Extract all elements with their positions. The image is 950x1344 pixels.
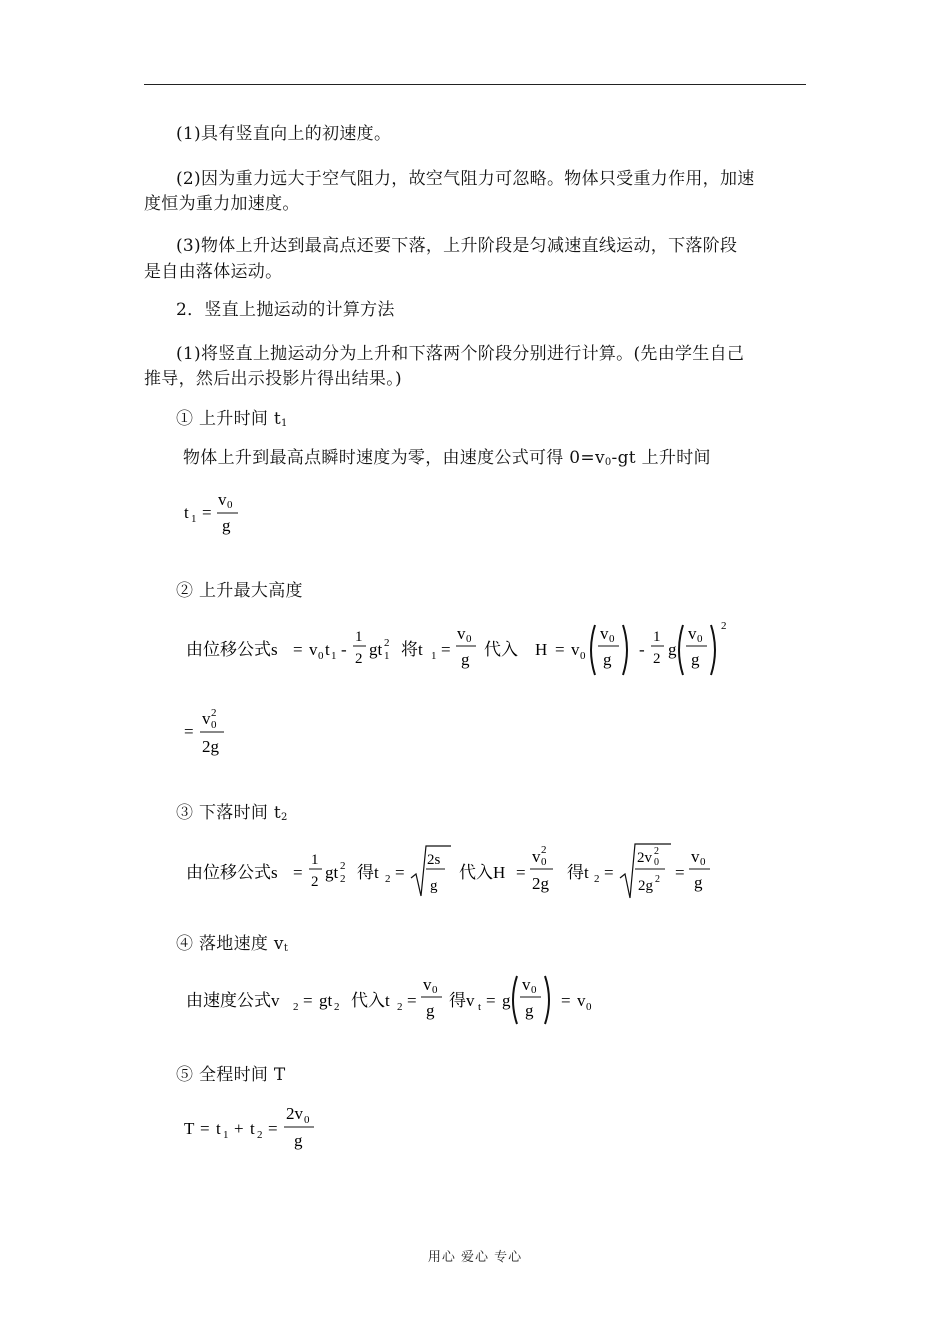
svg-text:2: 2 xyxy=(340,860,346,872)
svg-text:v: v xyxy=(691,847,700,866)
paragraph-6 xyxy=(183,442,711,479)
svg-text:v: v xyxy=(423,975,432,994)
svg-text:gt: gt xyxy=(369,640,383,659)
svg-text:+: + xyxy=(234,1119,244,1138)
svg-text:2: 2 xyxy=(293,1001,299,1013)
svg-text:2: 2 xyxy=(355,651,363,667)
svg-text:0: 0 xyxy=(609,633,615,645)
svg-text:v: v xyxy=(218,490,227,509)
item-4-sub: t xyxy=(283,943,289,954)
paragraph-3-line-2: 是自由落体运动。 xyxy=(144,262,283,282)
svg-text:2: 2 xyxy=(541,844,547,856)
svg-text:由位移公式s: 由位移公式s xyxy=(186,863,278,882)
svg-text:t: t xyxy=(216,1119,221,1138)
svg-text:v: v xyxy=(600,624,609,643)
formula-t1 xyxy=(180,485,260,541)
svg-text:gt: gt xyxy=(325,863,339,882)
svg-text:-: - xyxy=(341,640,347,659)
svg-text:0: 0 xyxy=(586,1001,592,1013)
svg-text:2s: 2s xyxy=(427,852,441,868)
svg-text:g: g xyxy=(426,1001,435,1020)
svg-text:0: 0 xyxy=(654,857,659,868)
svg-text:1: 1 xyxy=(223,1129,229,1141)
svg-text:v: v xyxy=(202,709,211,728)
svg-text:2: 2 xyxy=(654,846,659,857)
svg-text:2g: 2g xyxy=(638,878,653,894)
svg-text:2: 2 xyxy=(211,707,217,719)
svg-text:g: g xyxy=(603,650,612,669)
svg-text:=: = xyxy=(555,640,565,659)
item-3-heading xyxy=(176,797,288,834)
svg-text:=: = xyxy=(184,722,194,741)
svg-text:g: g xyxy=(222,516,231,535)
svg-text:t: t xyxy=(478,1001,482,1013)
svg-text:0: 0 xyxy=(531,984,537,996)
svg-text:v: v xyxy=(457,624,466,643)
svg-text:0: 0 xyxy=(466,633,472,645)
svg-text:2: 2 xyxy=(311,874,319,890)
svg-text:2: 2 xyxy=(594,873,600,885)
svg-text:T: T xyxy=(184,1119,195,1138)
svg-text:0: 0 xyxy=(580,650,586,662)
formula-max-height xyxy=(183,615,743,685)
svg-text:=: = xyxy=(293,863,303,882)
svg-text:0: 0 xyxy=(318,650,324,662)
svg-text:=: = xyxy=(293,640,303,659)
svg-text:1: 1 xyxy=(311,852,319,868)
item-5-heading: ⑤ 全程时间 T xyxy=(176,1065,286,1085)
svg-text:代入: 代入 xyxy=(484,640,518,659)
formula-total-time xyxy=(180,1100,330,1156)
svg-text:2: 2 xyxy=(653,651,661,667)
item-3-sub: 2 xyxy=(281,812,288,823)
paragraph-1: (1)具有竖直向上的初速度。 xyxy=(176,124,392,144)
svg-text:得t: 得t xyxy=(357,863,379,882)
svg-text:1: 1 xyxy=(384,650,390,662)
svg-text:2: 2 xyxy=(397,1001,403,1013)
svg-text:g: g xyxy=(461,650,470,669)
svg-text:g: g xyxy=(694,873,703,892)
svg-text:=: = xyxy=(200,1119,210,1138)
svg-text:2v: 2v xyxy=(637,850,652,866)
svg-text:=: = xyxy=(441,640,451,659)
item-1-sub: 1 xyxy=(281,418,288,429)
svg-text:0: 0 xyxy=(227,499,233,511)
paragraph-2-line-2: 度恒为重力加速度。 xyxy=(144,194,300,214)
svg-text:=: = xyxy=(486,991,496,1010)
svg-text:t: t xyxy=(250,1119,255,1138)
svg-text:t: t xyxy=(325,640,330,659)
svg-text:-: - xyxy=(639,640,645,659)
svg-text:v: v xyxy=(571,640,580,659)
svg-text:2: 2 xyxy=(385,873,391,885)
svg-text:v: v xyxy=(688,624,697,643)
svg-text:1: 1 xyxy=(331,650,337,662)
svg-text:2g: 2g xyxy=(202,737,219,756)
svg-text:g: g xyxy=(430,878,438,894)
svg-text:代入t: 代入t xyxy=(351,991,390,1010)
svg-text:v: v xyxy=(522,975,531,994)
svg-text:1: 1 xyxy=(191,513,197,525)
svg-text:2: 2 xyxy=(384,637,390,649)
svg-text:=: = xyxy=(675,863,685,882)
paragraph-5-line-2: 推导，然后出示投影片得出结果。) xyxy=(144,369,402,389)
svg-text:=: = xyxy=(516,863,526,882)
svg-text:g: g xyxy=(668,640,677,659)
svg-text:t: t xyxy=(184,503,189,522)
section-heading: 2．竖直上抛运动的计算方法 xyxy=(176,300,395,320)
svg-text:2v: 2v xyxy=(286,1104,303,1123)
svg-text:g: g xyxy=(502,991,511,1010)
paragraph-6-sub: 0 xyxy=(604,457,612,468)
item-4-text: ④ 落地速度 v xyxy=(176,934,284,954)
item-2-heading: ② 上升最大高度 xyxy=(176,581,303,601)
paragraph-6-end: -gt 上升时间 xyxy=(611,448,711,468)
svg-text:g: g xyxy=(294,1131,303,1150)
paragraph-6-text: 物体上升到最高点瞬时速度为零，由速度公式可得 0=v xyxy=(183,448,605,468)
svg-text:0: 0 xyxy=(700,856,706,868)
formula-landing-velocity xyxy=(183,968,623,1032)
svg-text:gt: gt xyxy=(319,991,333,1010)
svg-text:0: 0 xyxy=(541,856,547,868)
svg-text:0: 0 xyxy=(432,984,438,996)
svg-text:=: = xyxy=(303,991,313,1010)
svg-text:2: 2 xyxy=(655,874,660,885)
svg-text:H: H xyxy=(535,640,548,659)
svg-text:=: = xyxy=(407,991,417,1010)
svg-text:2: 2 xyxy=(340,873,346,885)
svg-text:1: 1 xyxy=(653,629,661,645)
svg-text:=: = xyxy=(561,991,571,1010)
svg-text:=: = xyxy=(202,503,212,522)
svg-text:=: = xyxy=(268,1119,278,1138)
item-4-heading xyxy=(176,928,288,965)
svg-text:将t: 将t xyxy=(401,640,423,659)
f2-label-by-disp: 由位移公式s xyxy=(186,640,278,659)
svg-text:1: 1 xyxy=(355,629,363,645)
paragraph-3-line-1: (3)物体上升达到最高点还要下落，上升阶段是匀减速直线运动，下落阶段 xyxy=(176,236,738,256)
svg-text:得t: 得t xyxy=(567,863,589,882)
svg-text:g: g xyxy=(691,650,700,669)
svg-text:v: v xyxy=(577,991,586,1010)
svg-text:2: 2 xyxy=(334,1001,340,1013)
svg-text:=: = xyxy=(395,863,405,882)
header-rule xyxy=(144,84,806,85)
svg-text:0: 0 xyxy=(304,1114,310,1126)
svg-text:v: v xyxy=(532,847,541,866)
svg-text:1: 1 xyxy=(431,650,437,662)
item-1-heading xyxy=(176,403,288,440)
svg-text:代入H: 代入H xyxy=(459,863,506,882)
svg-text:g: g xyxy=(525,1001,534,1020)
svg-text:v: v xyxy=(309,640,318,659)
svg-text:2: 2 xyxy=(257,1129,263,1141)
svg-text:0: 0 xyxy=(211,719,217,731)
item-1-text: ① 上升时间 t xyxy=(176,409,282,429)
svg-text:2: 2 xyxy=(721,620,727,632)
page-footer: 用心 爱心 专心 xyxy=(427,1250,523,1265)
item-3-text: ③ 下落时间 t xyxy=(176,803,282,823)
formula-height-result xyxy=(180,702,250,762)
paragraph-5-line-1: (1)将竖直上抛运动分为上升和下落两个阶段分别进行计算。(先由学生自己 xyxy=(176,344,745,364)
svg-text:=: = xyxy=(604,863,614,882)
svg-text:由速度公式v: 由速度公式v xyxy=(186,991,280,1010)
paragraph-2-line-1: (2)因为重力远大于空气阻力，故空气阻力可忽略。物体只受重力作用，加速 xyxy=(176,169,755,189)
svg-text:得v: 得v xyxy=(449,991,475,1010)
svg-text:2g: 2g xyxy=(532,874,549,893)
formula-fall-time xyxy=(183,838,723,906)
svg-text:0: 0 xyxy=(697,633,703,645)
